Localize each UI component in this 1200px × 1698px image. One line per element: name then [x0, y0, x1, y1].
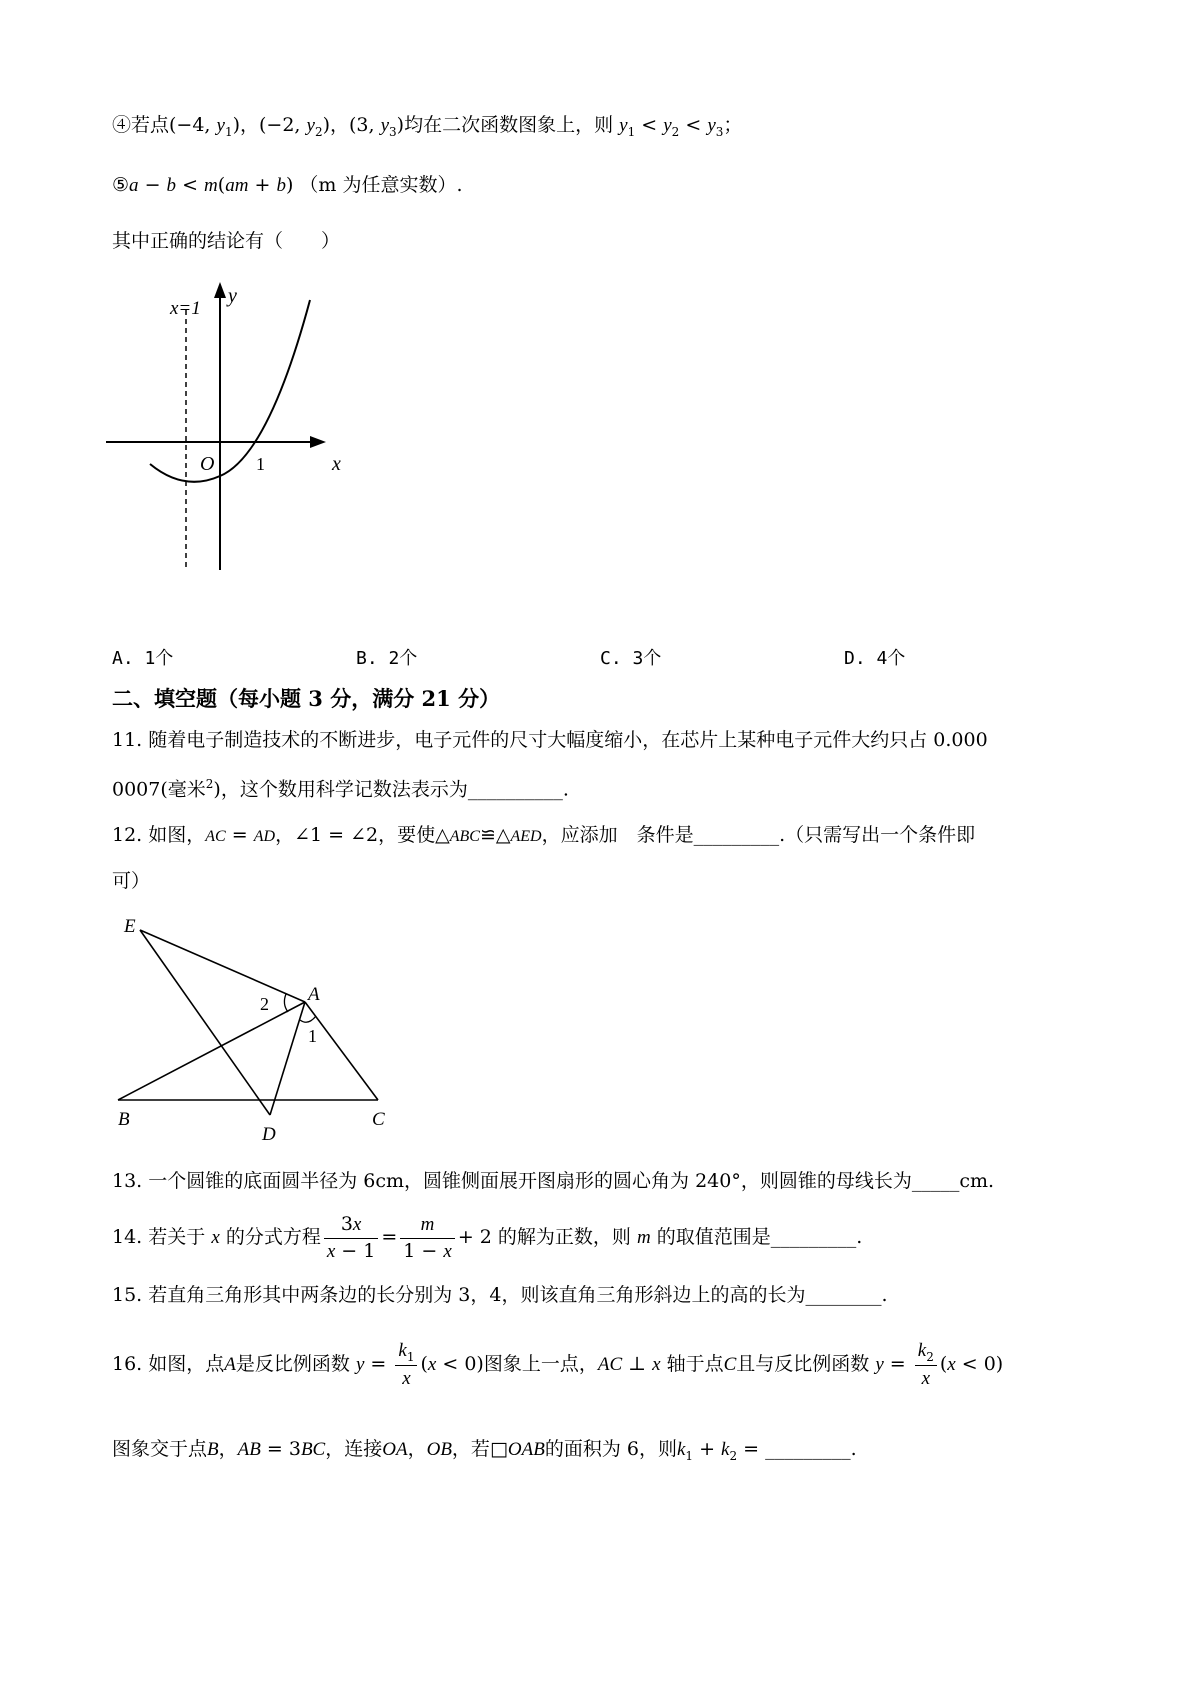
q16-number: 16. [112, 1352, 143, 1375]
q16-fraction-k1: $\frac{k_1}{x}$ [395, 1338, 417, 1392]
q15-text: 若直角三角形其中两条边的长分别为 3，4，则该直角三角形斜边上的高的长为________. [148, 1284, 888, 1306]
angle-2-arc [284, 994, 288, 1012]
q11-number: 11. [112, 729, 143, 751]
q13-line [112, 1172, 994, 1191]
q10-question: 其中正确的结论有（ ） [112, 230, 341, 252]
q14-number: 14. [112, 1226, 143, 1249]
x-label: x [332, 453, 341, 475]
statement-4-prefix: ④若点 [112, 114, 170, 136]
axis-line-label: x=1 [170, 298, 201, 319]
q11-line-2: 0007(毫米$^2$)，这个数用科学记数法表示为__________. [112, 777, 569, 801]
segment-BA [118, 1002, 305, 1100]
x-axis-arrow [310, 436, 326, 448]
q15-line [112, 1286, 888, 1305]
triangle-figure [110, 910, 410, 1140]
angle-1-arc [300, 1016, 316, 1022]
q12-line-2: 可） [112, 870, 151, 892]
q10-statement-5: ⑤a − b < m(am + b) （m 为任意实数）. [112, 174, 463, 196]
label-E: E [124, 916, 136, 937]
label-1: 1 [308, 1026, 317, 1046]
label-2: 2 [260, 994, 269, 1014]
y-label: y [228, 285, 237, 307]
parabola-curve [150, 300, 310, 482]
q15-number: 15. [112, 1284, 143, 1306]
choice-b[interactable]: B. 2个 [356, 648, 418, 669]
label-A: A [308, 984, 320, 1005]
q12-number: 12. [112, 824, 143, 846]
label-B: B [118, 1109, 130, 1130]
choice-c[interactable]: C. 3个 [600, 648, 662, 669]
choice-a[interactable]: A. 1个 [112, 648, 174, 669]
q14-fraction-left: $\frac{3x}{x - 1}$ [324, 1212, 379, 1264]
segment-AD [270, 1002, 305, 1115]
choice-d[interactable]: D. 4个 [844, 648, 906, 669]
q12-line-1: 12. 如图，AC = AD，∠1 = ∠2，要使△ABC≌△AED，应添加 条件是_________.（只需写出一个条件即 [112, 824, 976, 846]
statement-5-note: （m 为任意实数）. [299, 174, 463, 196]
parabola-graph [100, 270, 380, 580]
one-label: 1 [256, 454, 265, 474]
q14-line: 14. 若关于 x 的分式方程 $\frac{3x}{x - 1}$ = $\frac{m}{1 - x}$ + 2 的解为正数，则 m 的取值范围是_________. [112, 1212, 862, 1264]
q10-statement-4: ④若点(−4, $y_1$)，(−2, $y_2$)，(3, $y_3$)均在二次函数图象上，则 $y_1 < y_2 < y_3$； [112, 114, 743, 139]
label-D: D [262, 1124, 276, 1140]
q13-text: 一个圆锥的底面圆半径为 6cm，圆锥侧面展开图扇形的圆心角为 240°，则圆锥的母线长为_____cm. [148, 1170, 995, 1192]
origin-label: O [200, 453, 215, 475]
q16-line-2: 图象交于点B，AB = 3BC，连接OA，OB，若□OAB的面积为 6，则$k_1 + k_2$ = _________. [112, 1438, 857, 1463]
q16-fraction-k2: $\frac{k_2}{x}$ [915, 1338, 937, 1392]
q11-line-1 [112, 731, 988, 750]
statement-4-middle: 均在二次函数图象上，则 [404, 114, 614, 136]
q13-number: 13. [112, 1170, 143, 1192]
q16-line-1: 16. 如图，点A是反比例函数 y = $\frac{k_1}{x}$ (x < 0)图象上一点，AC ⊥ x 轴于点C且与反比例函数 y = $\frac{k_2}{x}$ (x < 0) [112, 1338, 1003, 1392]
statement-5-prefix: ⑤ [112, 174, 130, 196]
q11-text: 随着电子制造技术的不断进步，电子元件的尺寸大幅度缩小，在芯片上某种电子元件大约只占 0.000 [148, 729, 988, 751]
y-axis-arrow [214, 282, 226, 298]
section-heading: 二、填空题（每小题 3 分，满分 21 分） [112, 686, 501, 711]
q14-fraction-right: $\frac{m}{1 - x}$ [400, 1212, 455, 1264]
label-C: C [372, 1109, 385, 1130]
